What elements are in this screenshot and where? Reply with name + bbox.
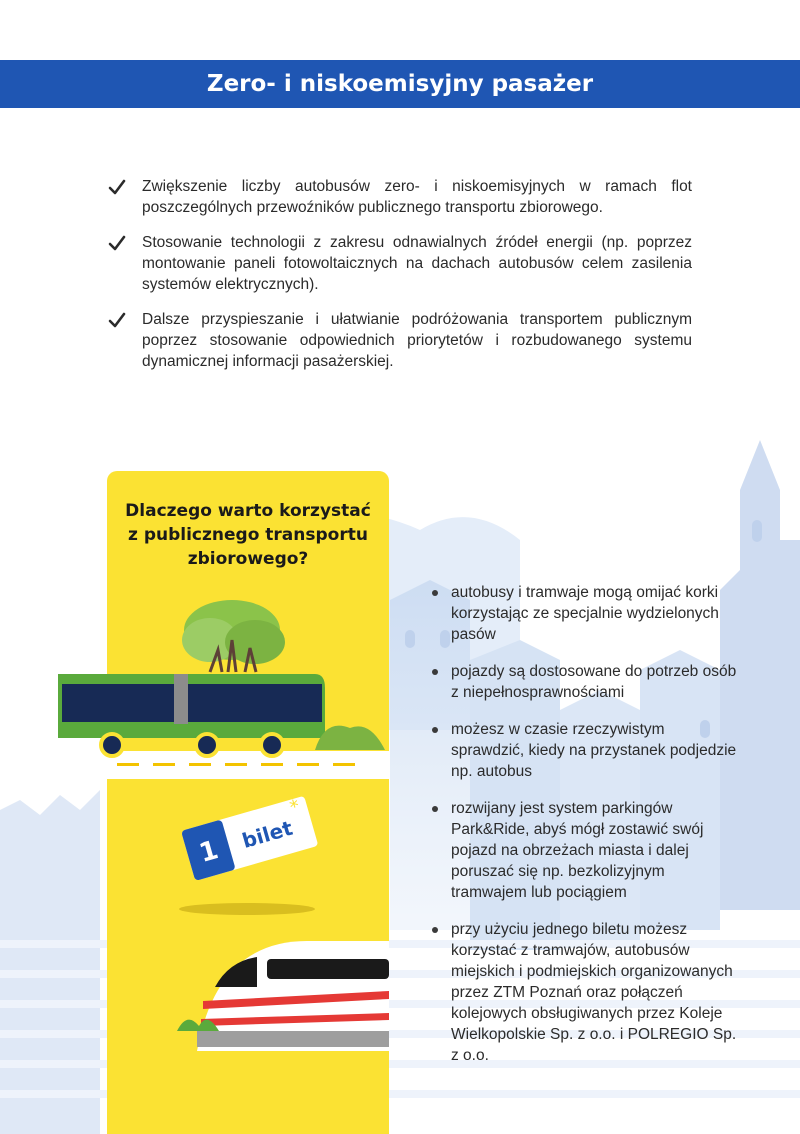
train-illustration (107, 941, 389, 1071)
checklist-item-text: Stosowanie technologii z zakresu odnawialnych źródeł energii (np. poprzez montowanie paneli fotowoltaicznych na dachach autobusów celem zasilenia systemów elektrycznych). (142, 234, 692, 293)
page-header-banner (0, 60, 800, 108)
list-item (430, 919, 740, 1066)
check-icon (108, 311, 126, 329)
bullet-dot (432, 727, 438, 733)
list-item-text: rozwijany jest system parkingów Park&Ride, abyś mógł zostawić swój pojazd na obrzeżach miasta i dalej poruszać się np. bezkolizyjnym tramwajem lub pociągiem (451, 800, 704, 901)
list-item-text: autobusy i tramwaje mogą omijać korki korzystając ze specjalnie wydzielonych pasów (451, 584, 719, 643)
checklist-item-text: Dalsze przyspieszanie i ułatwianie podróżowania transportem publicznym poprzez stosowanie odpowiednich priorytetów i rozbudowanego systemu dynamicznej informacji pasażerskiej. (142, 311, 692, 370)
bullet-dot (432, 927, 438, 933)
list-item (430, 798, 740, 903)
list-item-text: możesz w czasie rzeczywistym sprawdzić, kiedy na przystanek podjedzie np. autobus (451, 721, 737, 780)
list-item-text: pojazdy są dostosowane do potrzeb osób z niepełnosprawnościami (451, 663, 737, 701)
svg-text:1: 1 (196, 835, 222, 870)
benefits-list (430, 582, 740, 1082)
checklist-item (108, 232, 692, 295)
bullet-dot (432, 590, 438, 596)
bullet-dot (432, 669, 438, 675)
svg-text:bilet: bilet (239, 815, 296, 853)
tree-illustration (182, 600, 285, 672)
list-item-text: przy użyciu jednego biletu możesz korzystać z tramwajów, autobusów miejskich i podmiejskich organizowanych przez ZTM Poznań oraz połączeń kolejowych obsługiwanych przez Koleje Wielkopolskie Sp. z o.o. i POLREGIO Sp. z o.o. (451, 921, 737, 1064)
bullet-dot (432, 806, 438, 812)
checklist-item (108, 176, 692, 218)
check-icon (108, 178, 126, 196)
svg-text:*: * (287, 795, 303, 819)
check-icon (108, 234, 126, 252)
checklist-item (108, 309, 692, 372)
list-item (430, 582, 740, 645)
list-item (430, 661, 740, 703)
ticket-illustration (180, 794, 318, 881)
bus-illustration (50, 600, 390, 770)
list-item (430, 719, 740, 782)
measures-checklist (108, 176, 692, 386)
panel-title: Dlaczego warto korzystać z publicznego transportu zbiorowego? (125, 501, 371, 569)
why-public-transport-panel (107, 471, 389, 1134)
checklist-item-text: Zwiększenie liczby autobusów zero- i niskoemisyjnych w ramach flot poszczególnych przewoźników publicznego transportu zbiorowego. (142, 178, 692, 216)
page-title: Zero- i niskoemisyjny pasażer (206, 71, 594, 97)
